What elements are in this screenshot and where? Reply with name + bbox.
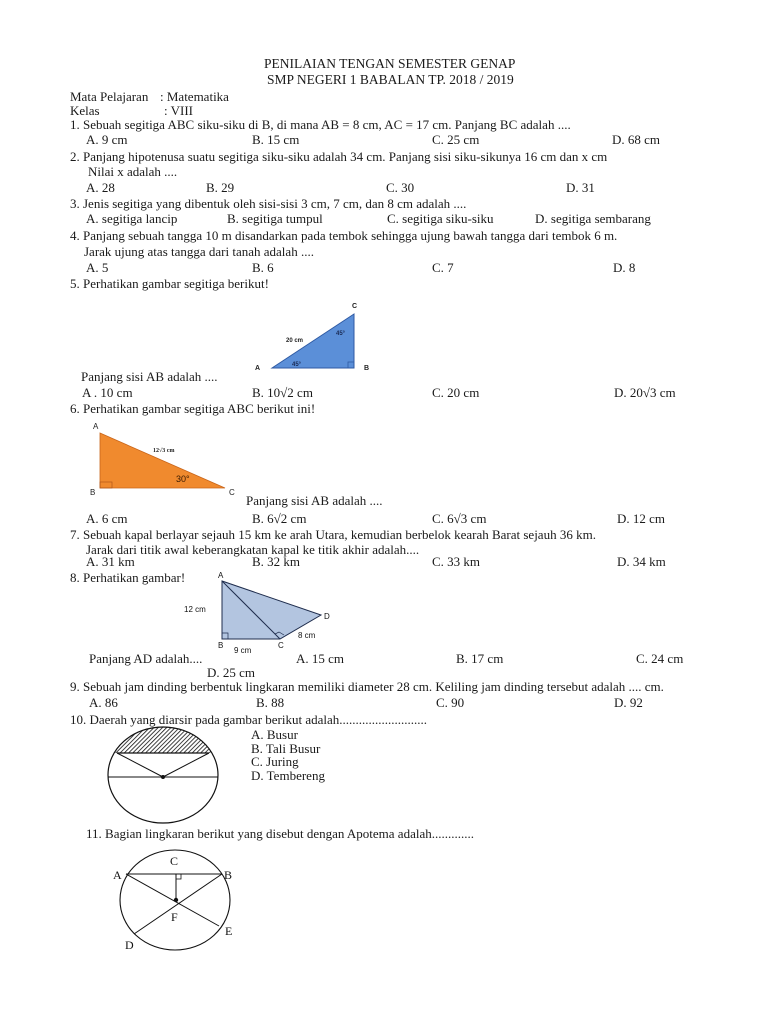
question-6-option-d: D. 12 cm — [617, 511, 666, 526]
subject-value: : Matematika — [160, 89, 229, 104]
question-3-option-a: A. segitiga lancip — [86, 211, 178, 226]
question-9-text: 9. Sebuah jam dinding berbentuk lingkaran memiliki diameter 28 cm. Keliling jam dinding tersebut adalah .... cm. — [70, 679, 664, 694]
question-4-option-d: D. 8 — [613, 260, 636, 275]
question-6-prompt: Panjang sisi AB adalah .... — [246, 493, 383, 508]
q5-label-b: B — [364, 365, 370, 372]
q8-label-c: C — [278, 641, 284, 650]
question-4-option-a: A. 5 — [86, 260, 109, 275]
question-8-option-d: D. 25 cm — [207, 665, 256, 680]
question-10-option-a: A. Busur — [251, 727, 298, 742]
question-9-option-b: B. 88 — [256, 695, 285, 710]
question-9-option-d: D. 92 — [614, 695, 643, 710]
question-7-text2: Jarak dari titik awal keberangkatan kapal ke titik akhir adalah.... — [86, 542, 420, 557]
subject-label: Mata Pelajaran — [70, 89, 149, 104]
question-2-option-c: C. 30 — [386, 180, 415, 195]
question-7-option-d: D. 34 km — [617, 554, 666, 569]
question-2-option-d: D. 31 — [566, 180, 595, 195]
question-8-option-a: A. 15 cm — [296, 651, 345, 666]
question-5-option-d: D. 20√3 cm — [614, 385, 676, 400]
q6-label-a: A — [93, 422, 99, 431]
q11-label-d: D — [125, 938, 134, 952]
question-7-option-a: A. 31 km — [86, 554, 135, 569]
q6-angle-c: 30° — [176, 474, 190, 484]
document-title-line2: SMP NEGERI 1 BABALAN TP. 2018 / 2019 — [267, 72, 514, 87]
question-9-option-a: A. 86 — [89, 695, 118, 710]
question-4-text2: Jarak ujung atas tangga dari tanah adalah .... — [84, 244, 314, 259]
question-1-option-d: D. 68 cm — [612, 132, 661, 147]
question-7-text: 7. Sebuah kapal berlayar sejauh 15 km ke arah Utara, kemudian berbelok kearah Barat sejauh 36 km. — [70, 527, 596, 542]
q5-label-side: 20 cm — [286, 338, 304, 344]
question-1-text: 1. Sebuah segitiga ABC siku-siku di B, di mana AB = 8 cm, AC = 17 cm. Panjang BC adalah .... — [70, 117, 571, 132]
q5-angle-c: 45° — [336, 331, 346, 337]
q8-label-b: B — [218, 641, 224, 650]
question-8-prompt: Panjang AD adalah.... — [89, 651, 203, 666]
question-10-option-c: C. Juring — [251, 754, 299, 769]
question-1-option-c: C. 25 cm — [432, 132, 480, 147]
q8-label-d: D — [324, 612, 330, 621]
question-8-quadrilateral-figure — [180, 568, 330, 658]
question-10-option-d: D. Tembereng — [251, 768, 325, 783]
question-5-option-b: B. 10√2 cm — [252, 385, 313, 400]
question-5-option-c: C. 20 cm — [432, 385, 480, 400]
question-10-option-b: B. Tali Busur — [251, 741, 321, 756]
q5-label-a: A — [255, 365, 261, 372]
q8-label-bc: 9 cm — [234, 646, 252, 655]
question-5-text: 5. Perhatikan gambar segitiga berikut! — [70, 276, 269, 291]
question-4-option-c: C. 7 — [432, 260, 454, 275]
q11-label-a: A — [113, 868, 122, 882]
question-3-option-d: D. segitiga sembarang — [535, 211, 651, 226]
question-11-text: 11. Bagian lingkaran berikut yang disebut dengan Apotema adalah............. — [86, 826, 474, 841]
q8-label-ab: 12 cm — [184, 605, 206, 614]
question-10-text: 10. Daerah yang diarsir pada gambar berikut adalah........................... — [70, 712, 428, 727]
q11-label-b: B — [224, 868, 233, 882]
question-4-option-b: B. 6 — [252, 260, 274, 275]
q5-angle-a: 45° — [292, 362, 302, 368]
document-title-line1: PENILAIAN TENGAN SEMESTER GENAP — [264, 56, 516, 71]
question-10-circle-figure — [104, 726, 244, 826]
question-3-option-c: C. segitiga siku-siku — [387, 211, 494, 226]
class-label: Kelas — [70, 103, 100, 118]
question-8-option-b: B. 17 cm — [456, 651, 504, 666]
q6-label-c: C — [229, 488, 235, 497]
question-6-option-b: B. 6√2 cm — [252, 511, 307, 526]
class-value: : VIII — [164, 103, 194, 118]
question-7-option-b: B. 32 km — [252, 554, 301, 569]
question-6-option-c: C. 6√3 cm — [432, 511, 487, 526]
question-8-option-c: C. 24 cm — [636, 651, 684, 666]
q6-label-b: B — [90, 488, 96, 497]
question-9-option-c: C. 90 — [436, 695, 465, 710]
question-2-option-b: B. 29 — [206, 180, 235, 195]
question-1-option-b: B. 15 cm — [252, 132, 300, 147]
question-3-option-b: B. segitiga tumpul — [227, 211, 323, 226]
question-6-triangle-figure — [85, 418, 245, 498]
q8-label-cd: 8 cm — [298, 631, 316, 640]
question-1-option-a: A. 9 cm — [86, 132, 128, 147]
question-8-text: 8. Perhatikan gambar! — [70, 570, 186, 585]
question-2-text: 2. Panjang hipotenusa suatu segitiga siku-siku adalah 34 cm. Panjang sisi siku-sikunya 16 cm dan x cm — [70, 149, 608, 164]
question-7-option-c: C. 33 km — [432, 554, 481, 569]
q11-label-c: C — [170, 854, 179, 868]
question-5-option-a: A . 10 cm — [82, 385, 133, 400]
question-6-text: 6. Perhatikan gambar segitiga ABC berikut ini! — [70, 401, 316, 416]
q5-label-c: C — [352, 303, 358, 310]
question-11-circle-figure — [100, 842, 260, 962]
question-5-prompt: Panjang sisi AB adalah .... — [81, 369, 218, 384]
q6-label-side: 12√3 cm — [153, 448, 175, 454]
question-3-text: 3. Jenis segitiga yang dibentuk oleh sisi-sisi 3 cm, 7 cm, dan 8 cm adalah .... — [70, 196, 467, 211]
question-6-option-a: A. 6 cm — [86, 511, 128, 526]
q11-label-e: E — [225, 924, 233, 938]
question-2-option-a: A. 28 — [86, 180, 115, 195]
question-2-text2: Nilai x adalah .... — [88, 164, 178, 179]
q8-label-a: A — [218, 571, 224, 580]
q11-label-f: F — [171, 910, 178, 924]
question-5-triangle-figure — [250, 300, 380, 380]
question-4-text: 4. Panjang sebuah tangga 10 m disandarkan pada tembok sehingga ujung bawah tangga dari tembok 6 m. — [70, 228, 618, 243]
